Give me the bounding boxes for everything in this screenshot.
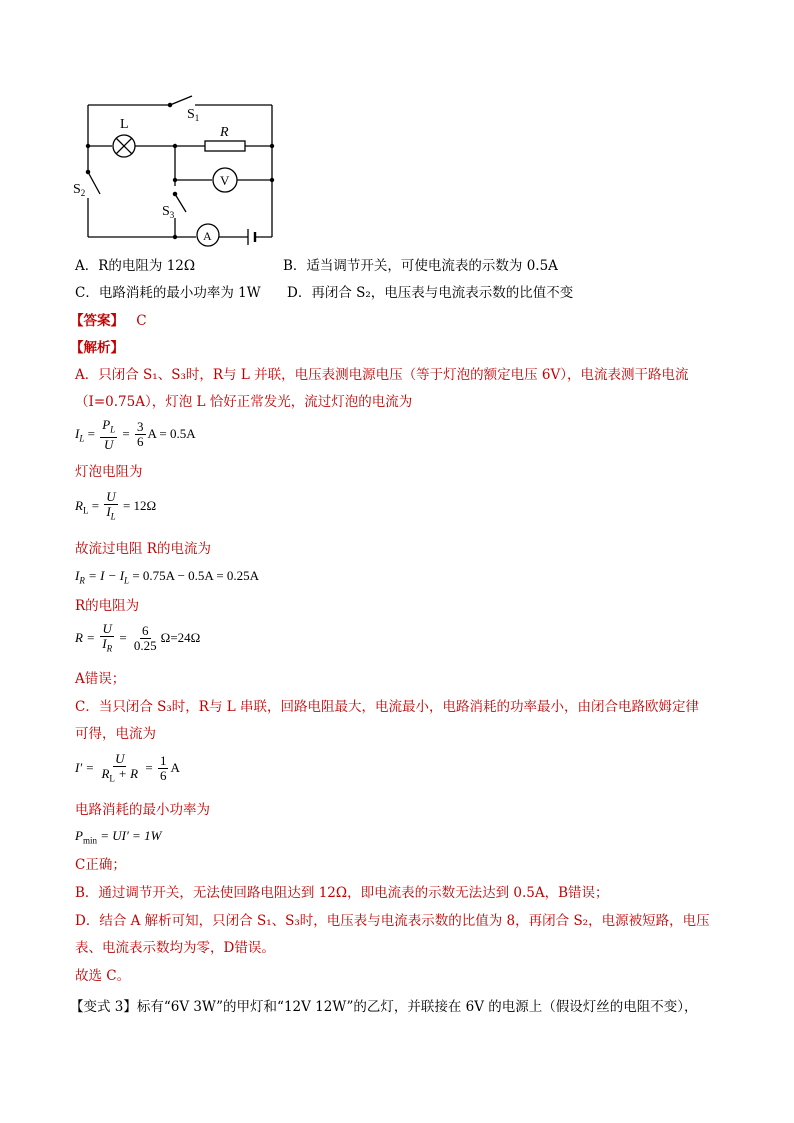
analysis-label: 【解析】: [70, 340, 124, 356]
equation-2: $R_L$ = $\frac{U}{I_L}$ = 12Ω: [75, 489, 157, 522]
solution-p4: R的电阻为: [75, 598, 140, 614]
option-c: C．电路消耗的最小功率为 1W: [75, 285, 261, 301]
label-l: L: [120, 117, 129, 132]
option-d: D．再闭合 S₂，电压表与电流表示数的比值不变: [287, 285, 574, 301]
variant-label: 【变式 3】: [70, 999, 137, 1015]
equation-5: I′ = $\frac{U}{R_L + R}$ = $\frac{1}{6}$ A: [75, 751, 180, 784]
solution-p10-line2: 表、电流表示数均为零，D错误。: [75, 940, 275, 956]
option-a: A．R的电阻为 12Ω: [75, 258, 196, 274]
equation-3: $I_R = I - I_L = 0.75A - 0.5A = 0.25A$: [75, 568, 260, 586]
label-v: V: [220, 173, 230, 188]
solution-p2: 灯泡电阻为: [75, 464, 143, 480]
solution-p9: B．通过调节开关，无法使回路电阻达到 12Ω，即电流表的示数无法达到 0.5A，B错误；: [75, 885, 609, 901]
solution-p11: 故选 C。: [75, 968, 131, 984]
variant-text: 标有“6V 3W”的甲灯和“12V 12W”的乙灯，并联接在 6V 的电源上（假设灯丝的电阻不变），: [136, 999, 698, 1015]
answer-row: [70, 312, 147, 330]
label-s2: $S_2$: [73, 182, 86, 198]
answer-value: C: [136, 313, 147, 329]
label-s1: $S_1$: [187, 107, 200, 123]
circuit-diagram: [60, 90, 300, 250]
equation-1: $I_L$ = $\frac{P_L}{U}$ = $\frac{3}{6}$ A = 0.5A: [75, 417, 196, 452]
solution-p3: 故流过电阻 R的电流为: [75, 541, 211, 557]
solution-p1-line2: （I=0.75A），灯泡 L 恰好正常发光，流过灯泡的电流为: [75, 394, 413, 410]
solution-p10-line1: D．结合 A 解析可知，只闭合 S₁、S₃时，电压表与电流表示数的比值为 8，再闭合 S₂，电源被短路，电压: [75, 913, 710, 929]
solution-p7: 电路消耗的最小功率为: [75, 802, 210, 818]
equation-6: $P_{min} = UI' = 1W$: [75, 828, 162, 846]
solution-p1-line1: A．只闭合 S₁、S₃时，R与 L 并联，电压表测电源电压（等于灯泡的额定电压 6V），电流表测干路电流: [75, 367, 689, 383]
solution-p6-line1: C．当只闭合 S₃时，R与 L 串联，回路电阻最大，电流最小，电路消耗的功率最小，由闭合电路欧姆定律: [75, 699, 699, 715]
equation-4: R = $\frac{U}{I_R}$ = $\frac{6}{0.25}$ Ω=24Ω: [75, 621, 201, 654]
solution-p8: C正确；: [75, 857, 126, 873]
variant-question: [70, 998, 698, 1016]
label-s3: $S_3$: [162, 204, 175, 220]
label-r: R: [220, 125, 229, 140]
solution-p5: A错误；: [75, 671, 126, 687]
solution-p6-line2: 可得，电流为: [75, 726, 156, 742]
option-b: B．适当调节开关，可使电流表的示数为 0.5A: [283, 258, 558, 274]
answer-label: 【答案】: [70, 313, 124, 329]
label-a: A: [203, 229, 212, 243]
